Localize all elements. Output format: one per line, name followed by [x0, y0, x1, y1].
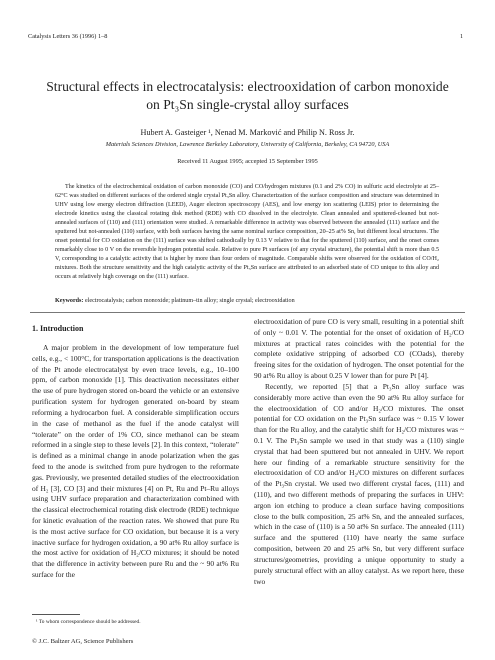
paper-title: Structural effects in electrocatalysis: electrooxidation of carbon monoxide on Pt₃Sn single-crystal alloy surfaces	[46, 79, 449, 112]
keywords	[55, 298, 439, 304]
keywords-list: electrocatalysis; carbon monoxide; platinum–tin alloy; single crystal; electrooxidation	[83, 298, 295, 304]
section-heading: 1. Introduction	[32, 324, 84, 333]
section-divider	[30, 312, 465, 313]
body-left-column: A major problem in the development of low temperature fuel cells, e.g., < 100°C, for transportation applications is the deactivation of the Pt anode electrocatalyst by even trace levels, e.g., 10–100 ppm, of carbon monoxide [1]. This deactivation necessitates either the use of pure hydrogen stored on-board the vehicle or an extensive purification system for hydrogen generated on-board by steam reforming a hydrocarbon fuel. A considerable simplification occurs in the case of methanol as the fuel if the anode catalyst will “tolerate” on the order of 1% CO, since methanol can be steam reformed in a single step to these levels [2]. In this context, “tolerate” is defined as a minimal change in anode polarization when the gas feed to the anode is switched from pure hydrogen to the reformate gas. Previously, we presented detailed studies of the electrooxidation of H₂ [3], CO [3] and their mixtures [4] on Pt, Ru and Pt–Ru alloys using UHV surface preparation and characterization combined with the classical electrochemical rotating disk electrode (RDE) technique for kinetic evaluation of the reaction rates. We showed that pure Ru is the most active surface for CO oxidation, but because it is a very inactive surface for hydrogen oxidation, a 90 at% Ru alloy surface is the most active for oxidation of H₂/CO mixtures; it should be noted that the difference in activity between pure Ru and the ~ 90 at% Ru surface for the	[32, 343, 239, 580]
footnote-rule	[32, 614, 80, 615]
body-paragraph: electrooxidation of pure CO is very small, resulting in a potential shift of only ~ 0.01 V. The potential for the onset of oxidation of H₂/CO mixtures at practical rates coincides with the potential for the complete oxidative stripping of adsorbed CO (COads), thereby freeing sites for the oxidation of hydrogen. The onset potential for the 90 at% Ru alloy is about 0.25 V lower than for pure Pt [4].	[254, 317, 464, 381]
abstract: The kinetics of the electrochemical oxidation of carbon monoxide (CO) and CO/hydrogen mixtures (0.1 and 2% CO) in sulfuric acid electrolyte at 25–62°C was studied on different surfaces of the ordered single crystal Pt₃Sn alloy. Characterization of the surface composition and structure was determined in UHV using low energy electron diffraction (LEED), Auger electron spectroscopy (AES), and low energy ion scattering (LEIS) prior to determining the electrode kinetics using the classical rotating disk method (RDE) with CO dissolved in the electrolyte. Clean annealed and sputtered-cleaned but not-annealed surfaces of (110) and (111) orientation were studied. A remarkable difference in activity was observed between the annealed (111) surface and the sputtered but not-annealed (110) surface, with both surfaces having the same nominal surface composition, 20–25 at% Sn, but different local structures. The onset potential for CO oxidation on the (111) surface was shifted cathodically by 0.13 V relative to that for the sputtered (110) surface, and the onset comes remarkably close to 0 V on the reversible hydrogen potential scale. Relative to pure Pt surfaces (of any crystal structure), the potential shift is more than 0.5 V, corresponding to a catalytic activity that is higher by more than four orders of magnitude. Comparable shifts were observed for the oxidation of CO/H₂ mixtures. Both the structure sensitivity and the high catalytic activity of the Pt₃Sn surface are attributed to an adsorbed state of CO unique to this alloy and occurs at relatively high coverage on the (111) surface.	[55, 184, 439, 281]
affiliation: Materials Sciences Division, Lawrence Berkeley Laboratory, University of California, Berkeley, CA 94720, USA	[105, 141, 390, 148]
author-list: Hubert A. Gasteiger ¹, Nenad M. Marković and Philip N. Ross Jr.	[140, 128, 355, 137]
footnote: ¹ To whom correspondence should be addressed.	[36, 619, 141, 625]
copyright-notice: © J.C. Baltzer AG, Science Publishers	[32, 638, 134, 645]
keywords-label: Keywords:	[55, 298, 84, 304]
page-number: 1	[460, 33, 464, 40]
body-right-column	[254, 317, 464, 587]
body-paragraph: Recently, we reported [5] that a Pt₃Sn alloy surface was considerably more active than even the 90 at% Ru alloy surface for the electrooxidation of CO and/or H₂/CO mixtures. The onset potential for CO oxidation on the Pt₃Sn surface was ~ 0.15 V lower than for the Ru alloy, and the catalytic shift for H₂/CO mixtures was ~ 0.1 V. The Pt₃Sn sample we used in that study was a (110) single crystal that had been sputtered but not annealed in UHV. We report here our finding of a remarkable structure sensitivity for the electrooxidation of CO and/or H₂/CO mixtures on different surfaces of the Pt₃Sn crystal. We used two different crystal faces, (111) and (110), and two different methods of preparing the surfaces in UHV: argon ion etching to produce a clean surface having compositions close to the bulk composition, 25 at% Sn, and the annealed surfaces, which in the case of (110) is a 50 at% Sn surface. The annealed (111) surface and the sputtered (110) have nearly the same surface composition, between 20 and 25 at% Sn, but very different surface structures/geometries, providing a unique opportunity to study a purely structural effect with an alloy catalyst. As we report here, these two	[254, 381, 464, 586]
received-dates: Received 11 August 1995; accepted 15 September 1995	[177, 158, 318, 165]
journal-citation: Catalysis Letters 36 (1996) 1–8	[28, 33, 108, 40]
